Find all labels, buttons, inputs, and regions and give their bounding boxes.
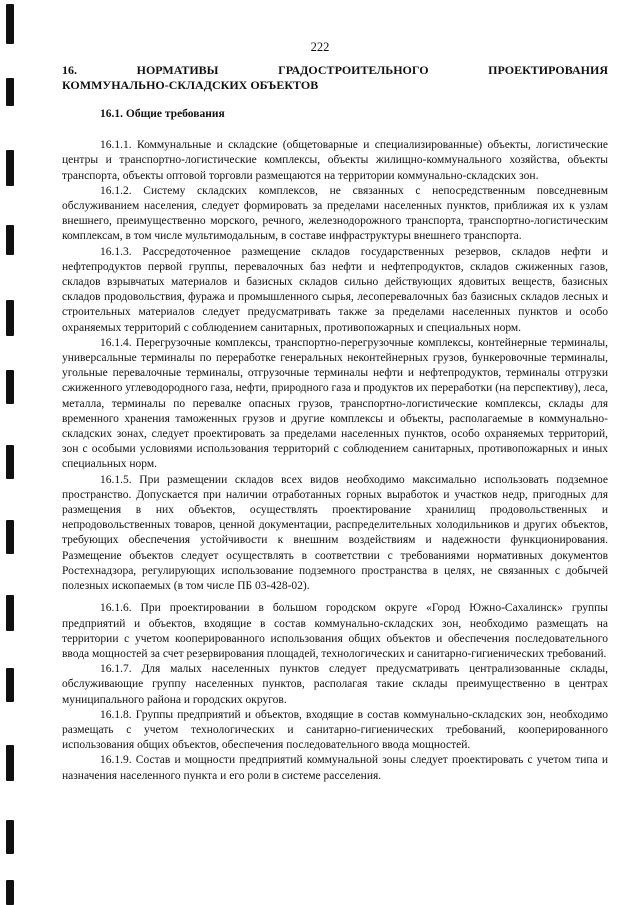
paragraph-16-1-3: 16.1.3. Рассредоточенное размещение складов государственных резервов, складов нефти и нефтепродуктов первой группы, перевалочных баз нефти и нефтепродуктов, складов сжиженных газов, складов взрывчатых материалов и базисных складов сильно действующих ядовитых веществ, базисных складов продовольствия, фуража и промышленного сырья, лесоперевалочных баз базисных складов лесных и строительных материалов следует предусматривать также за пределами населенных пунктов и особо охраняемых территорий с соблюдением санитарных, противопожарных и специальных норм. — [62, 245, 608, 334]
binding-mark — [6, 595, 14, 631]
binding-mark — [6, 445, 14, 479]
binding-mark — [6, 820, 14, 854]
binding-mark — [6, 668, 14, 702]
paragraph-16-1-1: 16.1.1. Коммунальные и складские (общетоварные и специализированные) объекты, логистические центры и транспортно-логистические комплексы, объекты жилищно-коммунального хозяйства, объекты транспорта, объекты оптовой торговли размещаются на территории коммунально-складских зон. — [62, 139, 608, 182]
binding-mark — [6, 300, 14, 336]
paragraph-16-1-4: 16.1.4. Перегрузочные комплексы, транспортно-перегрузочные комплексы, контейнерные терминалы, универсальные терминалы по переработке генеральных неконтейнерных грузов, бункеровочные терминалы, угольные перевалочные терминалы, отгрузочные терминалы нефти и нефтепродуктов, терминалы отгрузки сжиженного углеводородного газа, нефти, природного газа и продуктов их переработки (на перспективу), леса, металла, терминалы по перевалке опасных грузов, транспортно-логистические комплексы, склады для временного хранения таможенных грузов и другие комплексы и объекты, располагаемые в коммунально-складских зонах, следует проектировать за пределами населенных пунктов, особо охраняемых территорий, зон с особыми условиями использования территорий с соблюдением санитарных, противопожарных и иных специальных норм. — [62, 336, 608, 471]
paragraph-16-1-9: 16.1.9. Состав и мощности предприятий коммунальной зоны следует проектировать с учетом типа и назначения населенного пункта и его роли в системе расселения. — [62, 754, 608, 782]
chapter-title — [62, 63, 608, 93]
binding-mark — [6, 520, 14, 554]
page-number: 222 — [310, 40, 330, 54]
paragraph-16-1-8: 16.1.8. Группы предприятий и объектов, входящие в состав коммунально-складских зон, необходимо размещать с учетом технологических и санитарно-гигиенических требований, кооперированного использования общих объектов, обеспечения последовательного ввода мощностей. — [62, 708, 608, 752]
binding-mark — [6, 78, 14, 106]
chapter-title-line-2: КОММУНАЛЬНО-СКЛАДСКИХ ОБЪЕКТОВ — [62, 78, 319, 92]
binding-mark — [6, 880, 14, 905]
document-body — [62, 63, 608, 784]
chapter-title-word: НОРМАТИВЫ — [136, 63, 219, 77]
binding-mark — [6, 4, 14, 44]
chapter-title-line-1 — [62, 63, 608, 78]
binding-mark — [6, 150, 14, 186]
chapter-number: 16. — [62, 63, 77, 77]
binding-marks — [0, 0, 26, 905]
chapter-title-word: ГРАДОСТРОИТЕЛЬНОГО — [278, 63, 429, 77]
chapter-title-word: ПРОЕКТИРОВАНИЯ — [488, 63, 608, 77]
paragraph-16-1-7: 16.1.7. Для малых населенных пунктов следует предусматривать централизованные склады, обслуживающие группу населенных пунктов, располагая такие склады преимущественно в центрах муниципального района и городских округов. — [62, 663, 608, 706]
section-heading: 16.1. Общие требования — [100, 108, 225, 120]
binding-mark — [6, 745, 14, 781]
paragraph-16-1-2: 16.1.2. Систему складских комплексов, не связанных с непосредственным повседневным обслуживанием населения, следует формировать за пределами населенных пунктов, приближая их к узлам внешнего, преимущественно морского, речного, железнодорожного транспорта, транспортно-логистическим комплексам, в том числе мультимодальным, в составе инфраструктуры внешнего транспорта. — [62, 184, 608, 243]
binding-mark — [6, 225, 14, 255]
paragraph-16-1-6: 16.1.6. При проектировании в большом городском округе «Город Южно-Сахалинск» группы предприятий и объектов, входящие в состав коммунально-складских зон, необходимо размещать на территории с учетом кооперированного использования общих объектов и обеспечения последовательного ввода мощностей за счет резервирования площадей, технологических и санитарно-гигиенических требований. — [62, 602, 608, 660]
binding-mark — [6, 370, 14, 404]
paragraph-16-1-5: 16.1.5. При размещении складов всех видов необходимо максимально использовать подземное пространство. Допускается при наличии отработанных горных выработок и участков недр, пригодных для размещения в них объектов, осуществлять проектирование хранилищ продовольственных и непродовольственных товаров, ценной документации, распределительных холодильников и других объектов, требующих обеспечения устойчивости к внешним воздействиям и надежности функционирования. Размещение объектов следует осуществлять в соответствии с требованиями нормативных документов Ростехнадзора, регулирующих использование подземного пространства в целях, не связанных с добычей полезных ископаемых (в том числе ПБ 03-428-02). — [62, 473, 608, 593]
